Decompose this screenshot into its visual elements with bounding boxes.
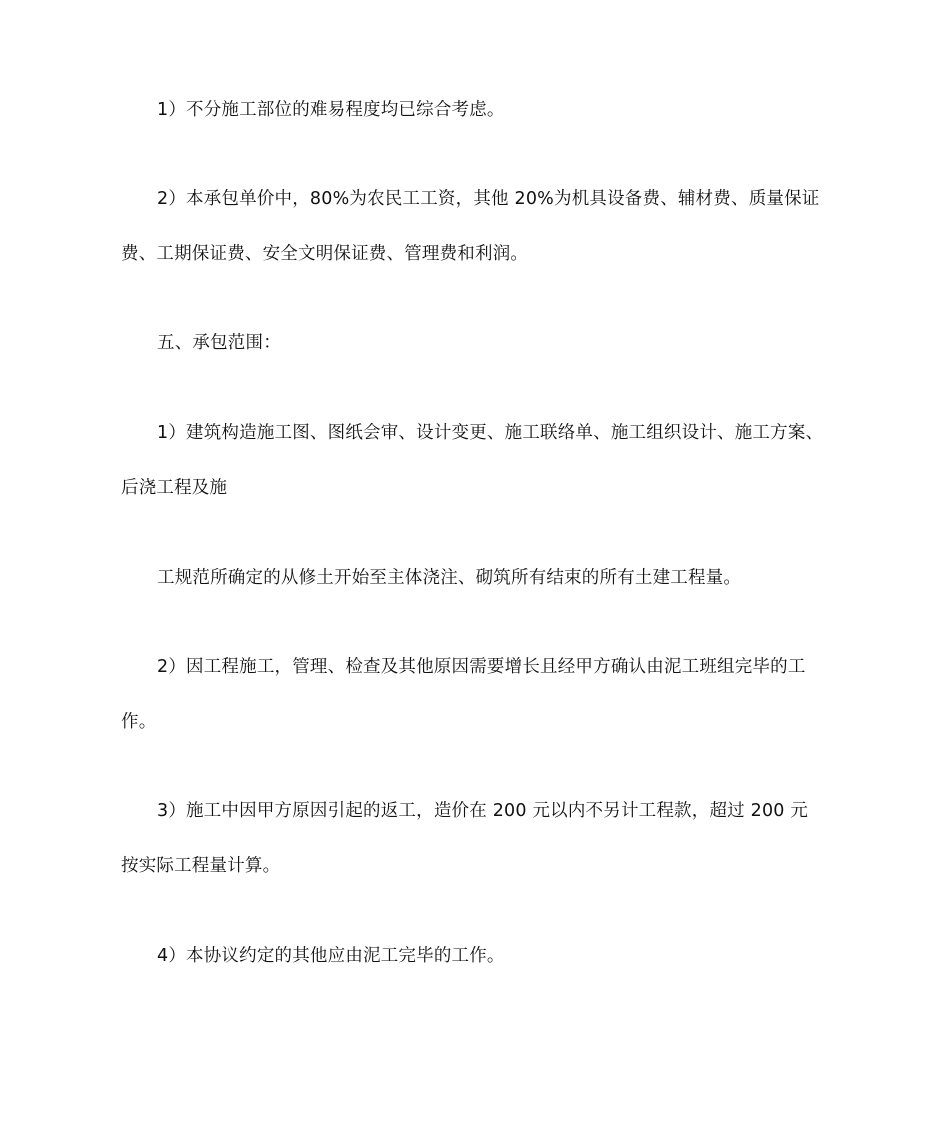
paragraph-scope-1-line-2: 后浇工程及施 (121, 478, 228, 498)
paragraph-scope-2-line-1: 2）因工程施工，管理、检查及其他原因需要增长且经甲方确认由泥工班组完毕的工 (157, 657, 806, 677)
section-heading-scope: 五、承包范围： (157, 333, 281, 353)
paragraph-scope-3-line-1: 3）施工中因甲方原因引起的返工，造价在 200 元以内不另计工程款，超过 200 元 (157, 801, 809, 821)
paragraph-scope-1-line-1: 1）建筑构造施工图、图纸会审、设计变更、施工联络单、施工组织设计、施工方案、 (157, 423, 824, 443)
paragraph-unit-price-line-2: 费、工期保证费、安全文明保证费、管理费和利润。 (121, 244, 529, 264)
paragraph-scope-3-line-2: 按实际工程量计算。 (121, 856, 281, 876)
paragraph-unit-price-line-1: 2）本承包单价中，80%为农民工工资，其他 20%为机具设备费、辅材费、质量保证 (157, 189, 820, 209)
paragraph-difficulty-line: 1）不分施工部位的难易程度均已综合考虑。 (157, 100, 505, 120)
paragraph-scope-4-line-1: 4）本协议约定的其他应由泥工完毕的工作。 (157, 946, 505, 966)
paragraph-scope-2-line-2: 作。 (121, 712, 157, 732)
paragraph-scope-1-line-3: 工规范所确定的从修土开始至主体浇注、砌筑所有结束的所有土建工程量。 (157, 568, 742, 588)
